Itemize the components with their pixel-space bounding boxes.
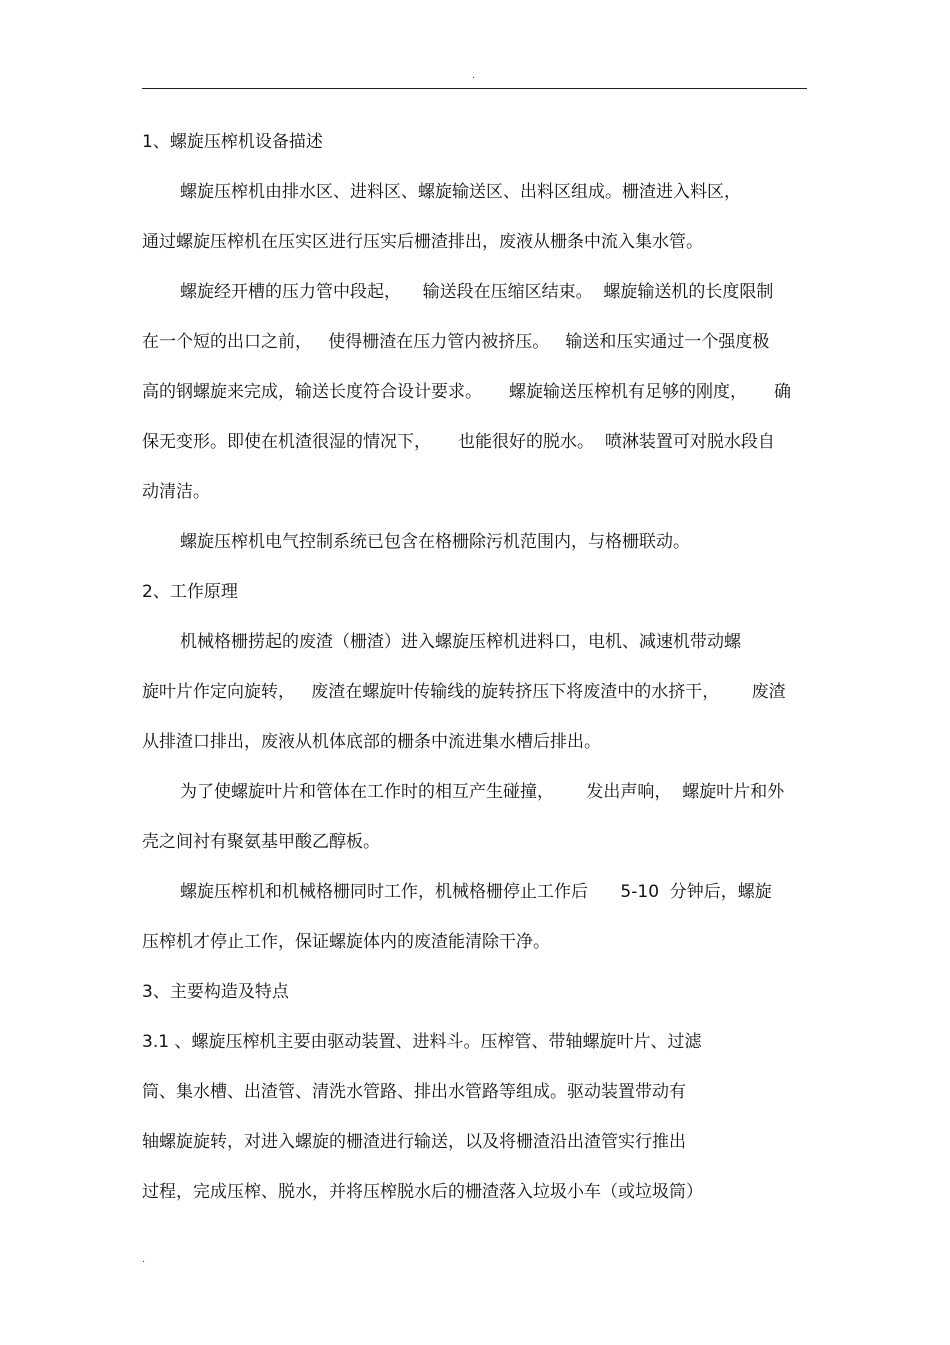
paragraph-line: 通过螺旋压榨机在压实区进行压实后栅渣排出，废液从栅条中流入集水管。 [142, 232, 703, 252]
paragraph-line: 过程，完成压榨、脱水，并将压榨脱水后的栅渣落入垃圾小车（或垃圾筒） [142, 1182, 703, 1202]
paragraph-line: 螺旋经开槽的压力管中段起， 输送段在压缩区结束。 螺旋输送机的长度限制 [180, 282, 774, 302]
paragraph-line: 高的钢螺旋来完成，输送长度符合设计要求。 螺旋输送压榨机有足够的刚度， 确 [142, 382, 792, 402]
section-heading-2: 2、工作原理 [142, 582, 238, 602]
header-rule [142, 88, 807, 89]
paragraph-line: 保无变形。即使在机渣很湿的情况下， 也能很好的脱水。 喷淋装置可对脱水段自 [142, 432, 775, 452]
paragraph-line: 压榨机才停止工作，保证螺旋体内的废渣能清除干净。 [142, 932, 550, 952]
footer-mark: . [142, 1254, 146, 1265]
header-mark: . [472, 70, 476, 81]
paragraph-line: 为了使螺旋叶片和管体在工作时的相互产生碰撞， 发出声响， 螺旋叶片和外 [180, 782, 785, 802]
paragraph-line: 3.1 、螺旋压榨机主要由驱动装置、进料斗。压榨管、带轴螺旋叶片、过滤 [142, 1032, 702, 1052]
section-heading-1: 1、螺旋压榨机设备描述 [142, 132, 323, 152]
paragraph-line: 螺旋压榨机电气控制系统已包含在格栅除污机范围内，与格栅联动。 [180, 532, 690, 552]
paragraph-line: 螺旋压榨机和机械格栅同时工作，机械格栅停止工作后 5-10 分钟后，螺旋 [180, 882, 772, 902]
paragraph-line: 壳之间衬有聚氨基甲酸乙醇板。 [142, 832, 380, 852]
paragraph-line: 动清洁。 [142, 482, 210, 502]
paragraph-line: 筒、集水槽、出渣管、清洗水管路、排出水管路等组成。驱动装置带动有 [142, 1082, 686, 1102]
paragraph-line: 旋叶片作定向旋转， 废渣在螺旋叶传输线的旋转挤压下将废渣中的水挤干， 废渣 [142, 682, 786, 702]
paragraph-line: 机械格栅捞起的废渣（栅渣）进入螺旋压榨机进料口，电机、减速机带动螺 [180, 632, 741, 652]
paragraph-line: 在一个短的出口之前， 使得栅渣在压力管内被挤压。 输送和压实通过一个强度极 [142, 332, 770, 352]
section-heading-3: 3、主要构造及特点 [142, 982, 289, 1002]
paragraph-line: 从排渣口排出，废液从机体底部的栅条中流进集水槽后排出。 [142, 732, 601, 752]
paragraph-line: 轴螺旋旋转，对进入螺旋的栅渣进行输送，以及将栅渣沿出渣管实行推出 [142, 1132, 686, 1152]
paragraph-line: 螺旋压榨机由排水区、进料区、螺旋输送区、出料区组成。栅渣进入料区， [180, 182, 741, 202]
